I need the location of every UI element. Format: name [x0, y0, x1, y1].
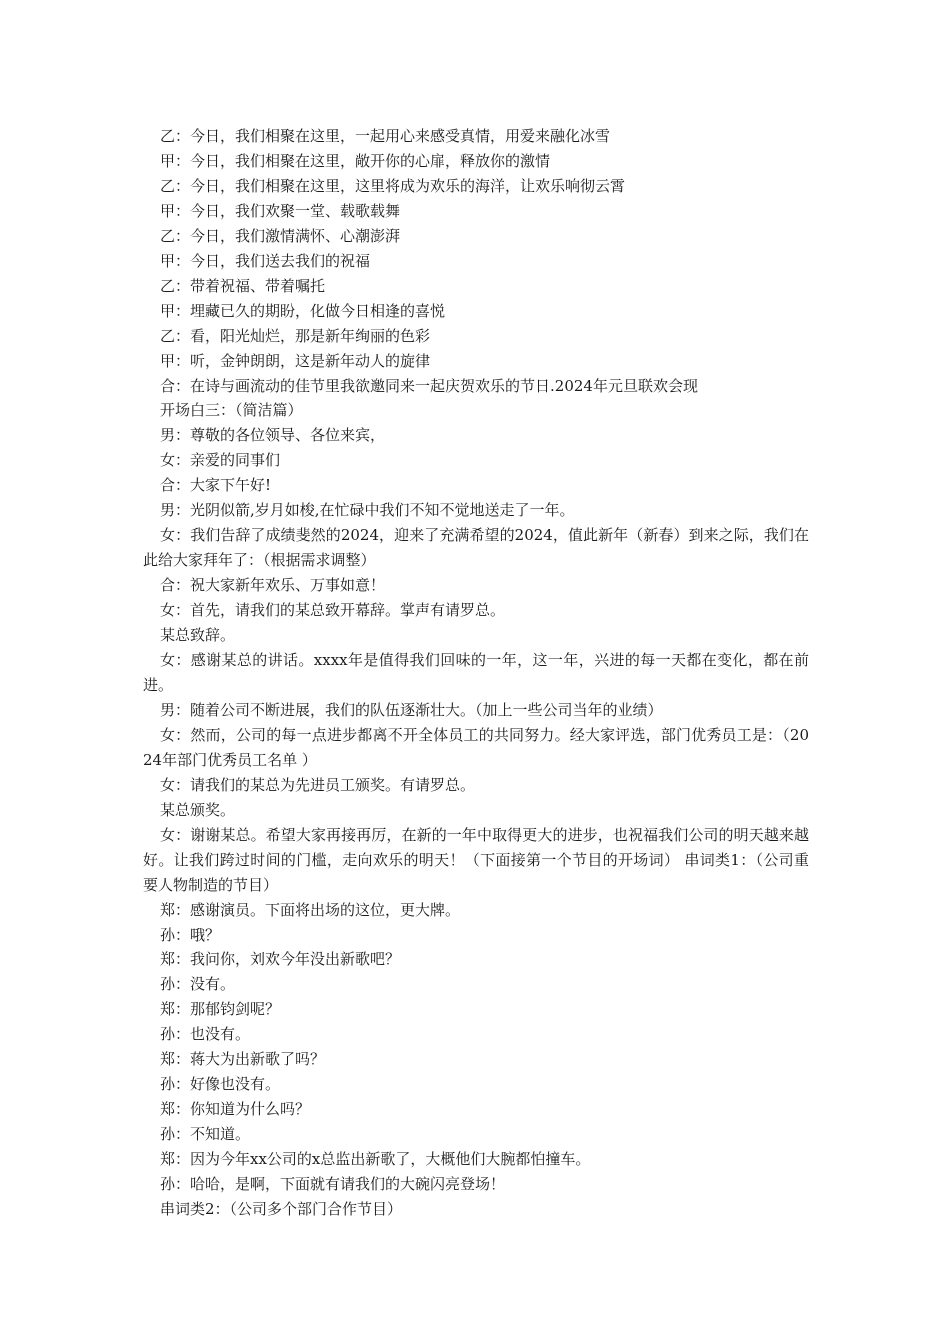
paragraph: 甲：埋藏已久的期盼，化做今日相逢的喜悦: [160, 301, 446, 320]
paragraph: 男：光阴似箭,岁月如梭,在忙碌中我们不知不觉地送走了一年。: [160, 501, 575, 520]
paragraph: 男：随着公司不断进展，我们的队伍逐渐壮大。（加上一些公司当年的业绩）: [160, 700, 663, 719]
paragraph: 女：请我们的某总为先进员工颁奖。有请罗总。: [160, 775, 476, 794]
paragraph: 郑：蒋大为出新歌了吗？: [160, 1050, 326, 1069]
paragraph: 孙：不知道。: [160, 1125, 251, 1144]
paragraph: 女：亲爱的同事们: [160, 451, 281, 470]
paragraph: 乙：今日，我们激情满怀、心潮澎湃: [160, 226, 401, 245]
paragraph: 乙：带着祝福、带着嘱托: [160, 276, 326, 295]
paragraph: 甲：听，金钟朗朗，这是新年动人的旋律: [160, 351, 431, 370]
paragraph: 女：然而，公司的每一点进步都离不开全体员工的共同努力。经大家评选，部门优秀员工是：（2024年部门优秀员工名单 ）: [143, 725, 809, 769]
document-body: [143, 124, 809, 1222]
paragraph: 女：首先，请我们的某总致开幕辞。掌声有请罗总。: [160, 601, 506, 620]
paragraph: 合：在诗与画流动的佳节里我欲邀同来一起庆贺欢乐的节日.2024年元旦联欢会现: [160, 376, 698, 395]
paragraph: 合：祝大家新年欢乐、万事如意！: [160, 576, 386, 595]
paragraph: 女：谢谢某总。希望大家再接再厉，在新的一年中取得更大的进步，也祝福我们公司的明天越来越好。让我们跨过时间的门槛，走向欢乐的明天！（下面接第一个节目的开场词） 串词类1：（公司重要人物制造的节目）: [143, 825, 809, 894]
paragraph: 女：我们告辞了成绩斐然的2024，迎来了充满希望的2024，值此新年（新春）到来之际，我们在此给大家拜年了：（根据需求调整）: [143, 526, 809, 570]
paragraph: 郑：因为今年xx公司的x总监出新歌了，大概他们大腕都怕撞车。: [160, 1150, 591, 1169]
paragraph: 甲：今日，我们送去我们的祝福: [160, 251, 371, 270]
paragraph: 乙：今日，我们相聚在这里，这里将成为欢乐的海洋，让欢乐响彻云霄: [160, 176, 626, 195]
section-heading: 串词类2：（公司多个部门合作节目）: [160, 1199, 403, 1218]
paragraph: 孙：哈哈，是啊，下面就有请我们的大碗闪亮登场！: [160, 1175, 506, 1194]
section-heading: 开场白三：（简洁篇）: [160, 401, 303, 420]
paragraph: 某总致辞。: [160, 626, 236, 645]
paragraph: 孙：也没有。: [160, 1025, 251, 1044]
paragraph: 女：感谢某总的讲话。xxxx年是值得我们回味的一年，这一年，兴进的每一天都在变化，都在前进。: [143, 651, 809, 694]
paragraph: 孙：好像也没有。: [160, 1075, 281, 1094]
paragraph: 甲：今日，我们相聚在这里，敞开你的心扉，释放你的激情: [160, 151, 551, 170]
paragraph: 合：大家下午好!: [160, 476, 272, 495]
paragraph: 男：尊敬的各位领导、各位来宾，: [160, 426, 386, 445]
paragraph: 郑：感谢演员。下面将出场的这位，更大牌。: [160, 900, 461, 919]
paragraph: 乙：看，阳光灿烂，那是新年绚丽的色彩: [160, 326, 431, 345]
paragraph: 郑：那郁钧剑呢？: [160, 1000, 281, 1019]
paragraph: 乙：今日，我们相聚在这里，一起用心来感受真情，用爱来融化冰雪: [160, 127, 611, 145]
paragraph: 孙：哦？: [160, 925, 221, 944]
paragraph: 某总颁奖。: [160, 800, 236, 819]
paragraph: 郑：你知道为什么吗？: [160, 1100, 311, 1119]
paragraph: 郑：我问你，刘欢今年没出新歌吧？: [160, 950, 401, 969]
paragraph: 孙：没有。: [160, 975, 236, 994]
paragraph: 甲：今日，我们欢聚一堂、载歌载舞: [160, 201, 401, 220]
